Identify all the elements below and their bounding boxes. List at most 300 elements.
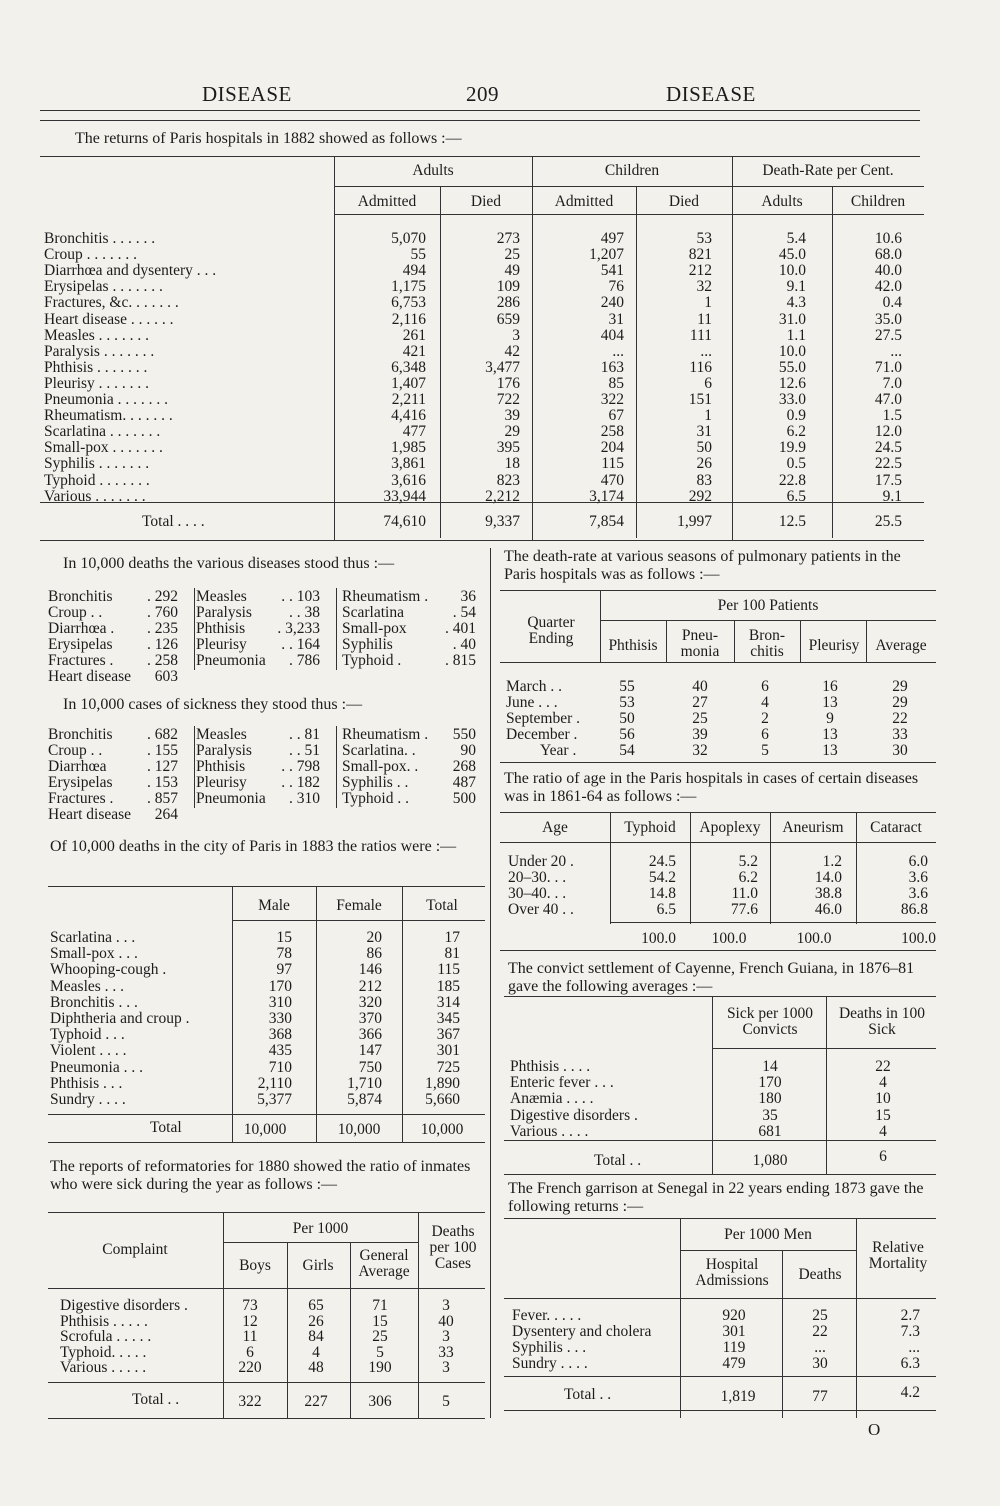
disease-label: Measles . . . . . . . [44,326,150,344]
value-cell: 17.5 [874,471,902,489]
value-cell: 494 [402,262,426,280]
value-cell: 35.0 [874,310,902,328]
total-value: 10,000 [420,1121,464,1138]
value-cell: 3 [512,326,520,344]
value-cell: 273 [496,230,520,247]
value-cell: 1,710 [347,1074,382,1092]
column-head: Male [258,897,290,914]
value-cell: 29 [504,423,520,441]
cause-label: Phthisis . . . . [510,1058,591,1075]
list-value: . 54 [452,604,476,621]
value-cell: 15 [276,929,292,946]
column-head: Died [470,193,502,210]
value-cell: 119 [722,1339,746,1356]
value-cell: 5 [376,1343,384,1361]
value-cell: 30 [892,742,908,759]
value-cell: 35 [762,1106,778,1124]
value-cell: 292 [688,487,712,505]
value-cell: 33.0 [778,391,806,408]
list-label: Erysipelas [48,636,113,653]
cause-label: Fever. . . . . [512,1307,582,1324]
value-cell: 116 [689,358,712,376]
list-label: Paralysis [196,742,252,759]
value-cell: 12 [242,1312,258,1330]
value-cell: 479 [722,1355,746,1372]
column-head: Pleurisy [808,637,860,654]
value-cell: 22 [892,710,908,727]
table-rule [500,842,936,843]
disease-label: Small-pox . . . [50,945,138,963]
total-value: 306 [368,1393,392,1410]
value-cell: 78 [276,945,292,963]
column-head: Boys [239,1257,271,1274]
list-value: . 40 [452,636,476,653]
list-value: . 815 [445,652,476,669]
disease-label: Bronchitis . . . . . . [44,230,156,247]
value-cell: 659 [496,310,520,328]
value-cell: 3 [442,1328,450,1345]
value-cell: 84 [308,1328,324,1345]
value-cell: 42 [504,342,520,360]
value-cell: 10.0 [778,262,806,280]
disease-label: Erysipelas . . . . . . . [44,278,163,296]
value-cell: 31 [696,423,712,441]
value-cell: 19.9 [778,439,806,457]
value-cell: 17 [444,929,460,946]
column-rule [194,588,195,670]
cause-label: Syphilis . . . [512,1339,587,1356]
value-cell: 46.0 [814,901,842,918]
value-cell: 3.6 [908,869,928,886]
table-bottom-rule [500,950,936,951]
value-cell: 6.2 [738,869,758,886]
value-cell: 65 [308,1297,324,1314]
value-cell: 45.0 [778,246,806,264]
group-head: Per 1000 [292,1220,349,1237]
total-label: Total . . [564,1386,612,1403]
value-cell: 48 [308,1359,324,1376]
value-cell: 6,348 [391,358,426,376]
column-head: Admitted [554,193,614,210]
table-bottom-rule [504,1174,936,1175]
value-cell: 13 [822,726,838,743]
value-cell: 31.0 [778,310,806,328]
list-label: Phthisis [196,758,246,775]
value-cell: 50 [619,710,635,727]
total-value: 5 [442,1393,450,1410]
disease-label: Phthisis . . . [50,1074,123,1092]
table-rule [500,590,936,591]
value-cell: 16 [822,678,838,695]
value-cell: 68.0 [874,246,902,264]
complaint-label: Scrofula . . . . . [60,1328,152,1345]
table-rule [504,1218,936,1219]
table-rule [504,1140,936,1141]
value-cell: 4 [879,1074,887,1092]
value-cell: 6.5 [656,901,676,918]
list-label: Scarlatina. . [342,742,416,759]
value-cell: 4,416 [391,407,426,425]
list-label: Measles [196,588,247,605]
value-cell: 1.2 [822,853,842,870]
list-label: Typhoid . . [342,790,409,807]
value-cell: 2,212 [485,487,520,505]
disease-label: Rheumatism. . . . . . . [44,407,173,425]
total-rule [40,502,924,503]
total-label: Total . . [594,1152,642,1169]
value-cell: 29 [892,678,908,695]
value-cell: 286 [496,294,520,312]
value-cell: 541 [600,262,624,280]
total-value: 100.0 [641,930,676,947]
value-cell: 151 [688,391,712,408]
table-rule [504,1298,936,1299]
total-value: 25.5 [874,513,902,530]
quarter-label: June . . . [506,694,558,711]
value-cell: 14.8 [648,885,676,902]
value-cell: 1 [704,294,712,312]
deaths-10000-intro: In 10,000 deaths the various diseases stood thus :— [63,555,395,572]
value-cell: 85 [608,374,624,392]
list-value: . 235 [147,620,178,637]
value-cell: 3.6 [908,885,928,902]
table-rule [680,1250,856,1251]
value-cell: 47.0 [874,391,902,408]
running-head-left: DISEASE [202,82,292,106]
value-cell: 42.0 [874,278,902,296]
table-rule [232,920,485,921]
value-cell: 2,211 [391,391,426,408]
disease-label: Typhoid . . . [50,1026,125,1044]
disease-label: Phthisis . . . . . . . [44,358,148,376]
disease-label: Sundry . . . . [50,1091,126,1108]
table-rule [223,1242,418,1243]
column-rule [316,886,317,1142]
value-cell: 22 [812,1323,828,1340]
list-value: 487 [452,774,476,791]
value-cell: 258 [600,423,624,441]
value-cell: 3,861 [391,455,426,473]
value-cell: 54 [619,742,635,759]
value-cell: 470 [600,471,624,489]
value-cell: 1.1 [786,326,806,344]
list-value: . 310 [289,790,320,807]
cause-label: Digestive disorders . [510,1106,638,1124]
column-rule [418,1212,419,1418]
total-value: 77 [812,1388,828,1405]
value-cell: 821 [688,246,712,264]
list-value: . 3,233 [277,620,320,637]
value-cell: 6 [704,374,712,392]
value-cell: 3,477 [485,358,520,376]
list-label: Bronchitis [48,588,113,605]
value-cell: 10 [875,1090,891,1108]
disease-label: Pneumonia . . . [50,1058,143,1076]
disease-label: Pleurisy . . . . . . . [44,374,150,392]
signature-mark: O [868,1420,881,1439]
value-cell: 53 [696,230,712,247]
value-cell: 22.5 [874,455,902,473]
value-cell: 7.3 [900,1323,920,1340]
cause-label: Enteric fever . . . [510,1074,614,1092]
value-cell: 55 [410,246,426,264]
group-head-rule [334,186,924,187]
list-value: . 127 [147,758,178,775]
value-cell: 40 [692,678,708,695]
value-cell: 9 [826,710,834,727]
complaint-label: Digestive disorders . [60,1297,188,1314]
value-cell: 29 [892,694,908,711]
total-value: 6 [879,1148,887,1165]
table-top-rule [40,156,920,157]
value-cell: 25 [692,710,708,727]
value-cell: 421 [402,342,426,360]
value-cell: 71.0 [874,358,902,376]
value-cell: 6 [761,726,769,743]
column-rule [402,886,403,1142]
value-cell: 1,985 [391,439,426,457]
list-label: Erysipelas [48,774,113,791]
value-cell: 395 [496,439,520,457]
list-value: 264 [154,806,178,823]
value-cell: 55 [619,678,635,695]
column-head: Girls [302,1257,334,1274]
column-rule [666,620,667,662]
list-value: . . 798 [281,758,320,775]
table-bottom-rule [500,762,936,763]
header-rule-2 [40,120,920,121]
value-cell: ... [700,342,712,360]
value-cell: 25 [372,1328,388,1345]
value-cell: 24.5 [648,853,676,870]
cause-label: Sundry . . . . [512,1355,588,1372]
list-label: Heart disease [48,806,132,823]
value-cell: 39 [504,407,520,425]
total-value: 1,819 [720,1388,756,1405]
disease-label: Paralysis . . . . . . . [44,342,155,360]
list-value: . 857 [147,790,178,807]
column-head: Total [426,897,458,914]
value-cell: 77.6 [730,901,758,918]
value-cell: 2.7 [900,1307,920,1324]
table-rule [600,620,936,621]
value-cell: 97 [276,961,292,979]
column-head: Relative Mortality [868,1239,928,1272]
table-rule [48,1288,485,1289]
senegal-intro: The French garrison at Senegal in 22 years ending 1873 gave the following returns :— [508,1180,924,1215]
column-rule [680,1218,681,1418]
value-cell: ... [814,1339,826,1356]
column-rule [856,1218,857,1418]
total-label: Total . . [132,1391,180,1408]
list-value: . 258 [147,652,178,669]
disease-label: Small-pox . . . . . . . [44,439,163,457]
value-cell: 39 [692,726,708,743]
total-value: 7,854 [589,513,624,530]
value-cell: 5,377 [257,1091,292,1108]
column-head: General Average [358,1247,410,1280]
list-value: . . 38 [289,604,320,621]
disease-label: Diarrhœa and dysentery . . . [44,262,217,280]
age-label: 20–30. . . [508,869,567,886]
quarter-label: Year . [540,742,577,759]
value-cell: 6 [761,678,769,695]
table-bottom-rule [48,1418,485,1419]
value-cell: 435 [268,1042,292,1060]
value-cell: 710 [268,1058,292,1076]
column-head: Hospital Admissions [695,1256,769,1289]
list-label: Scarlatina [342,604,404,621]
value-cell: 0.9 [786,407,806,425]
column-head: Quarter Ending [527,614,575,647]
quarter-label: March . . [506,678,562,695]
value-cell: 12.6 [778,374,806,392]
list-label: Diarrhœa . [48,620,115,637]
value-cell: 67 [608,407,624,425]
value-cell: 56 [619,726,635,743]
total-label: Total [150,1119,182,1136]
list-value: . . 103 [281,588,320,605]
table-bottom-rule [504,1410,936,1411]
column-head: Deaths [798,1266,842,1283]
age-label: 30–40. . . [508,885,567,902]
list-value: . 155 [147,742,178,759]
value-cell: 722 [496,391,520,408]
value-cell: 9.1 [882,487,902,505]
list-label: Fractures . [48,652,114,669]
list-label: Heart disease [48,668,132,685]
list-label: Phthisis [196,620,246,637]
column-head: Admitted [357,193,417,210]
table-rule [48,1382,485,1383]
value-cell: 5.2 [738,853,758,870]
column-rule [232,886,233,1142]
list-label: Small-pox. . [342,758,419,775]
disease-label: Whooping-cough . [50,961,167,979]
column-head: Complaint [102,1241,168,1258]
column-head: Aneurism [782,819,844,836]
value-cell: 76 [608,278,624,296]
value-cell: 115 [437,961,460,979]
value-cell: 26 [696,455,712,473]
value-cell: 50 [696,439,712,457]
value-cell: 823 [496,471,520,489]
column-rule [336,726,337,808]
disease-label: Bronchitis . . . [50,993,138,1011]
value-cell: 1,175 [391,278,426,296]
value-cell: 146 [358,961,382,979]
value-cell: 4 [761,694,769,711]
value-cell: 185 [436,977,460,995]
list-value: . 682 [147,726,178,743]
value-cell: 1,207 [589,246,624,264]
disease-label: Syphilis . . . . . . . [44,455,150,473]
value-cell: 725 [436,1058,460,1076]
sub-head-rule [334,214,924,215]
column-head: Apoplexy [699,819,761,836]
total-value: 74,610 [383,513,426,530]
column-head: Died [668,193,700,210]
table-rule [500,662,936,663]
value-cell: 10.0 [778,342,806,360]
value-cell: 40.0 [874,262,902,280]
value-cell: 1,890 [425,1074,460,1092]
list-label: Measles [196,726,247,743]
value-cell: 86.8 [900,901,928,918]
value-cell: 10.6 [874,230,902,247]
complaint-label: Phthisis . . . . . [60,1312,148,1330]
cayenne-intro: The convict settlement of Cayenne, French Guiana, in 1876–81 gave the following averages :— [508,960,915,995]
list-label: Pleurisy [196,774,247,791]
disease-label: Fractures, &c. . . . . . . [44,294,179,312]
list-label: Paralysis [196,604,252,621]
total-value: 1,080 [752,1152,788,1169]
table-rule [504,996,936,997]
value-cell: 15 [372,1312,388,1330]
value-cell: 14 [762,1058,778,1075]
cause-label: Various . . . . [510,1122,589,1140]
disease-label: Pneumonia . . . . . . . [44,391,168,408]
disease-label: Various . . . . . . . [44,487,146,505]
value-cell: 6.5 [786,487,806,505]
value-cell: 261 [402,326,426,344]
value-cell: 6 [246,1343,254,1361]
value-cell: 7.0 [882,374,902,392]
value-cell: 86 [366,945,382,963]
value-cell: 1,407 [391,374,426,392]
value-cell: 22 [875,1058,891,1075]
value-cell: 345 [436,1010,460,1027]
value-cell: 212 [688,262,712,280]
list-label: Fractures . [48,790,114,807]
reformatories-intro: The reports of reformatories for 1880 showed the ratio of inmates who were sick during the year as follows :— [50,1158,471,1193]
value-cell: 6.3 [900,1355,920,1372]
value-cell: ... [908,1339,920,1356]
column-divider [490,548,491,1418]
disease-label: Scarlatina . . . . . . . [44,423,161,441]
value-cell: 33,944 [383,487,426,505]
column-head: Female [336,897,382,914]
value-cell: 13 [822,694,838,711]
value-cell: 33 [438,1343,454,1361]
list-value: . 153 [147,774,178,791]
value-cell: 55.0 [778,358,806,376]
disease-label: Scarlatina . . . [50,929,136,946]
value-cell: 2,110 [257,1074,292,1092]
total-value: 100.0 [711,930,747,947]
value-cell: 314 [436,993,460,1011]
column-rule [636,186,637,538]
list-label: Typhoid . [342,652,402,669]
list-value: 500 [452,790,476,807]
value-cell: 49 [504,262,520,280]
table-rule [48,1114,485,1115]
column-rule [826,996,827,1174]
value-cell: 4 [879,1122,887,1140]
value-cell: 5 [761,742,769,759]
value-cell: 4 [312,1343,320,1361]
total-label: Total . . . . [142,513,205,530]
column-head: Children [850,193,906,210]
column-head: Typhoid [624,819,676,836]
value-cell: 5.4 [786,230,806,247]
column-head: Age [542,819,568,836]
header-rule [40,110,920,111]
total-value: 10,000 [337,1121,381,1138]
complaint-label: Typhoid. . . . . [60,1343,147,1361]
column-rule [832,186,833,538]
list-value: . 786 [289,652,320,669]
